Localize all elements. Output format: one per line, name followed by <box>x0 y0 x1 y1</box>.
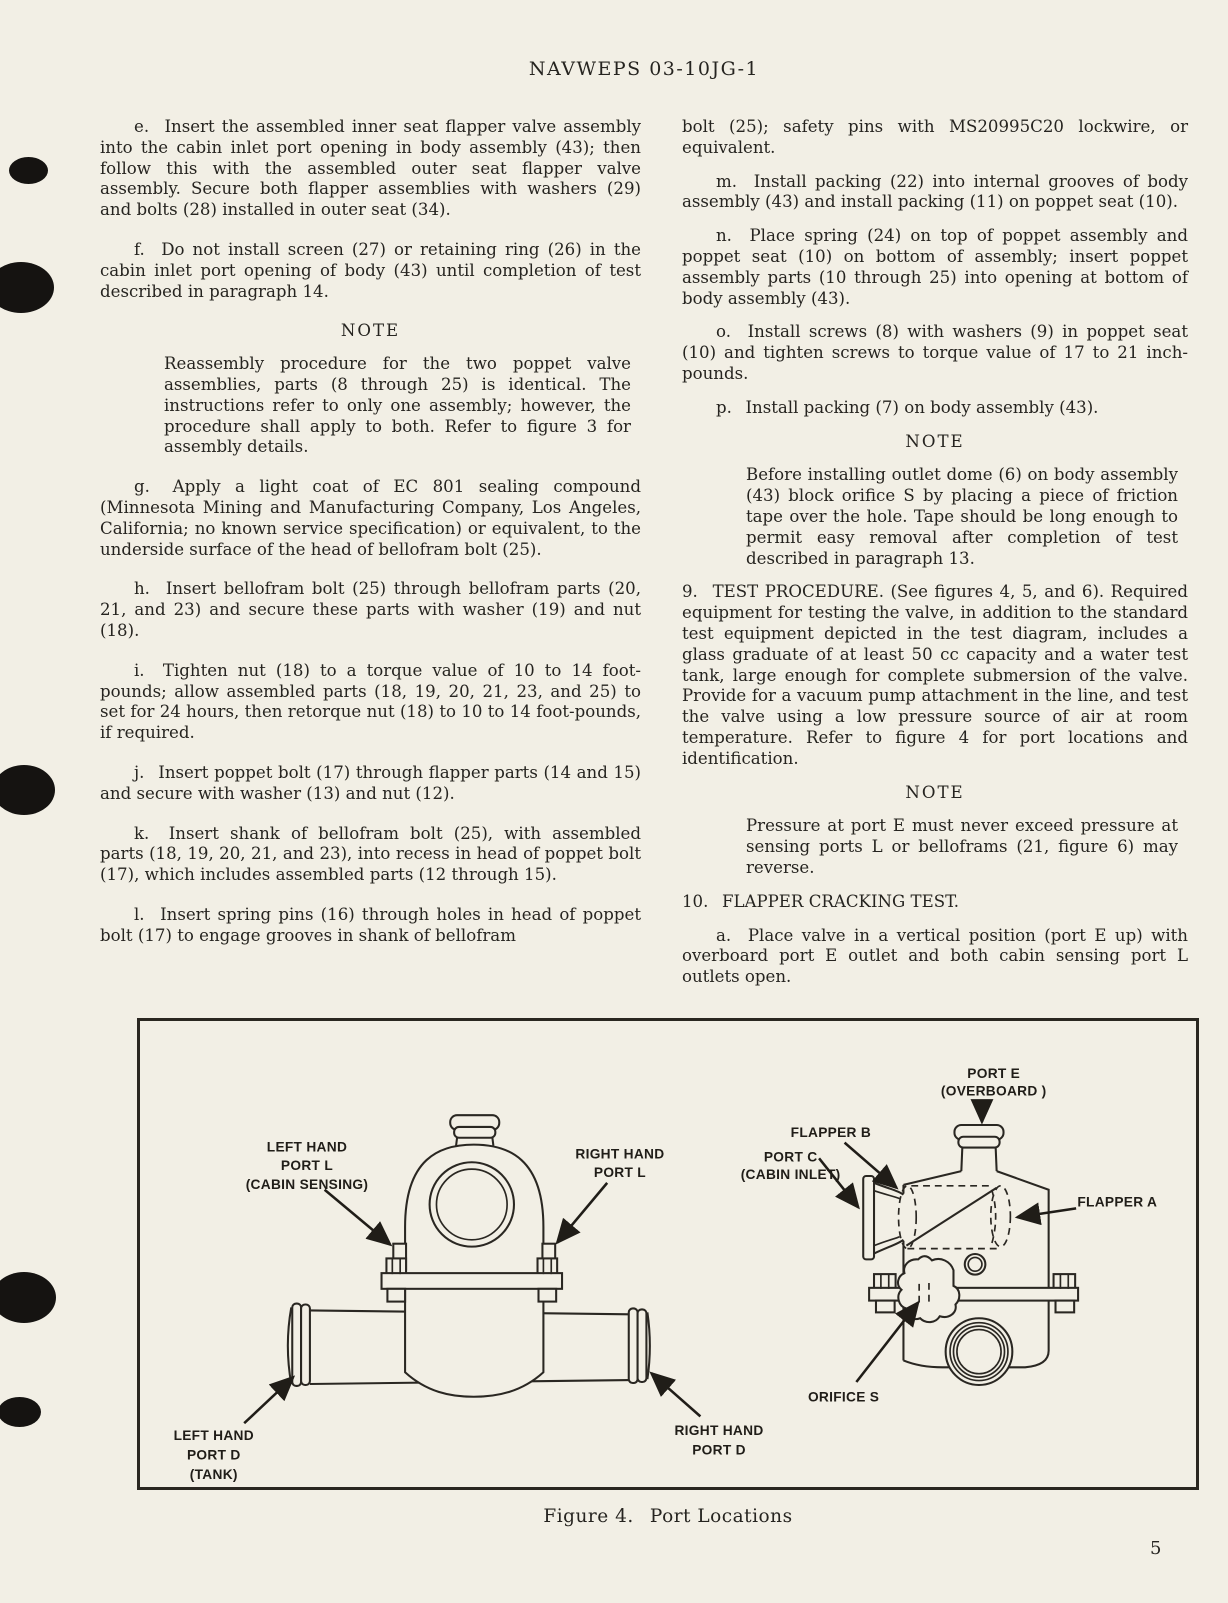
paragraph-l: l. Insert spring pins (16) through holes in head of poppet bolt (17) to engage grooves in shank of bellofram <box>100 904 641 945</box>
right-column <box>682 117 1188 1001</box>
paragraph-e: e. Insert the assembled inner seat flapper valve assembly into the cabin inlet port opening in body assembly (43); then follow this with the assembled outer seat flapper valve assembly. Secure both flapper assemblies with washers (29) and bolts (28) installed in outer seat (34). <box>100 117 641 220</box>
label-flapper-b: FLAPPER B <box>790 1124 872 1140</box>
label-port-c: (CABIN INLET) <box>740 1166 841 1182</box>
label-orifice-s: ORIFICE S <box>807 1389 880 1405</box>
label-port-e: (OVERBOARD ) <box>940 1083 1047 1099</box>
label-left-port-l: PORT L <box>280 1158 334 1174</box>
paragraph-j: j. Insert poppet bolt (17) through flapper parts (14 and 15) and secure with washer (13) and nut (12). <box>100 762 641 803</box>
note-body: Reassembly procedure for the two poppet valve assemblies, parts (8 through 25) is identical. The instructions refer to only one assembly; however, the procedure shall apply to both. Refer to figure 3 for assembly details. <box>164 354 631 457</box>
punch-hole-mark <box>0 262 54 313</box>
label-right-port-l: RIGHT HAND <box>575 1146 665 1162</box>
note-heading: NOTE <box>905 431 965 451</box>
note-heading: NOTE <box>340 321 401 341</box>
note-heading: NOTE <box>905 782 965 802</box>
paragraph-f: f. Do not install screen (27) or retaining ring (26) in the cabin inlet port opening of body (43) until completion of test described in paragraph 14. <box>100 239 641 301</box>
paragraph-h: h. Insert bellofram bolt (25) through bellofram parts (20, 21, and 23) and secure these parts with washer (19) and nut (18). <box>100 579 641 640</box>
label-left-port-d: PORT D <box>186 1447 241 1463</box>
paragraph-i: i. Tighten nut (18) to a torque value of 10 to 14 foot-pounds; allow assembled parts (18, 19, 20, 21, 23, and 25) to set for 24 hours, then retorque nut (18) to 10 to 14 foot-pounds, if required. <box>100 660 641 743</box>
left-column <box>100 117 641 966</box>
paragraph-l-continued: bolt (25); safety pins with MS20995C20 lockwire, or equivalent. <box>682 117 1188 157</box>
note-body: Before installing outlet dome (6) on body assembly (43) block orifice S by placing a piece of friction tape over the hole. Tape should be long enough to permit easy removal after completion of test described in paragraph 13. <box>746 465 1178 568</box>
label-flapper-a: FLAPPER A <box>1077 1194 1158 1210</box>
paragraph-9-test-procedure: 9. TEST PROCEDURE. (See figures 4, 5, and 6). Required equipment for testing the valve, in addition to the standard test equipment depicted in the test diagram, includes a glass graduate of at least 50 cc capacity and a water test tank, large enough for complete submersion of the valve. Provide for a vacuum pump attachment in the line, and test the valve using a low pressure source of air at room temperature. Refer to figure 4 for port locations and identification. <box>682 582 1188 768</box>
label-left-port-l: LEFT HAND <box>266 1139 348 1155</box>
label-right-port-l: PORT L <box>593 1164 646 1180</box>
paragraph-g: g. Apply a light coat of EC 801 sealing compound (Minnesota Mining and Manufacturing Company, Los Angeles, California; no known service specification) or equivalent, to the underside surface of the head of bellofram bolt (25). <box>100 477 641 559</box>
punch-hole-mark <box>0 1272 56 1323</box>
paragraph-o: o. Install screws (8) with washers (9) in poppet seat (10) and tighten screws to torque value of 17 to 21 inch-pounds. <box>682 322 1188 383</box>
port-locations-diagram <box>140 1021 1196 1487</box>
page-title: NAVWEPS 03-10JG-1 <box>528 58 760 80</box>
punch-hole-mark <box>0 765 55 815</box>
label-left-port-d: LEFT HAND <box>173 1427 254 1443</box>
figure-4-port-locations <box>137 1018 1199 1490</box>
label-left-port-d: (TANK) <box>189 1467 238 1483</box>
label-left-port-l: (CABIN SENSING) <box>245 1176 369 1192</box>
label-right-port-d: PORT D <box>692 1442 746 1458</box>
paragraph-n: n. Place spring (24) on top of poppet assembly and poppet seat (10) on bottom of assembly; insert poppet assembly parts (10 through 25) into opening at bottom of body assembly (43). <box>682 226 1188 308</box>
punch-hole-mark <box>0 1397 41 1427</box>
label-port-e: PORT E <box>967 1065 1021 1081</box>
paragraph-p: p. Install packing (7) on body assembly (43). <box>716 397 1099 417</box>
label-port-c: PORT C <box>763 1149 818 1165</box>
figure-caption: Figure 4. Port Locations <box>543 1506 793 1527</box>
paragraph-m: m. Install packing (22) into internal grooves of body assembly (43) and install packing (11) on poppet seat (10). <box>682 171 1188 212</box>
page-number: 5 <box>1150 1538 1162 1559</box>
heading-10-flapper-cracking-test: 10. FLAPPER CRACKING TEST. <box>682 891 960 911</box>
label-right-port-d: RIGHT HAND <box>674 1423 764 1439</box>
punch-hole-mark <box>9 157 48 184</box>
paragraph-a: a. Place valve in a vertical position (port E up) with overboard port E outlet and both cabin sensing port L outlets open. <box>682 925 1188 987</box>
paragraph-k: k. Insert shank of bellofram bolt (25), with assembled parts (18, 19, 20, 21, and 23), into recess in head of poppet bolt (17), which includes assembled parts (12 through 15). <box>100 823 641 885</box>
valve-side-view-drawing <box>863 1125 1078 1385</box>
note-body: Pressure at port E must never exceed pressure at sensing ports L or belloframs (21, figure 6) may reverse. <box>746 816 1178 877</box>
